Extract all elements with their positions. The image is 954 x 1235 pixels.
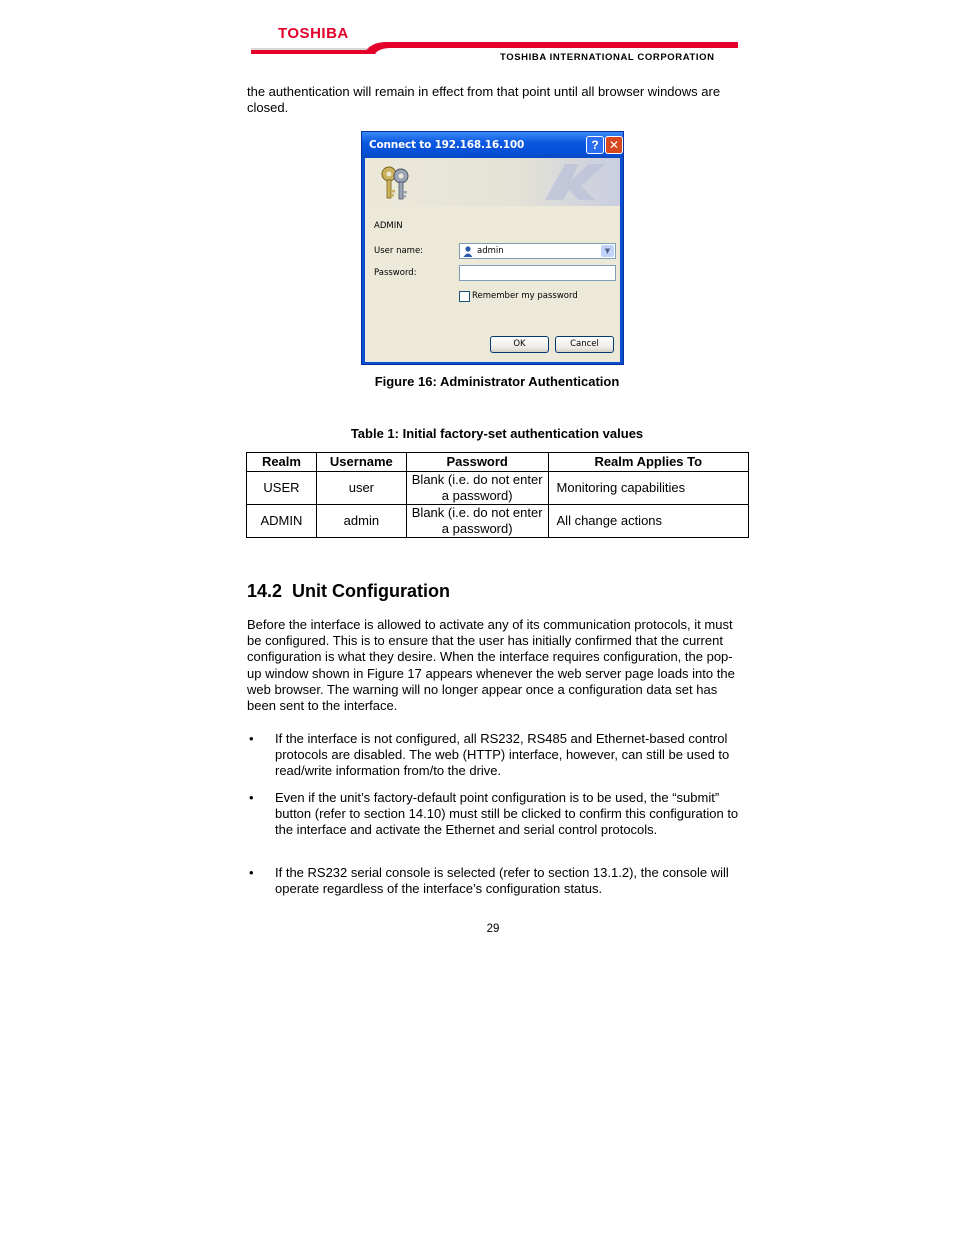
toshiba-logo: TOSHIBA <box>278 25 349 42</box>
bullet-marker: • <box>249 865 254 880</box>
intro-paragraph: the authentication will remain in effect from that point until all browser windows are closed. <box>247 84 721 116</box>
remember-password-label[interactable]: Remember my password <box>472 291 578 301</box>
ok-button[interactable]: OK <box>490 336 549 353</box>
dialog-title-bar[interactable] <box>362 132 623 158</box>
bullet-marker: • <box>249 790 254 805</box>
table-caption: Table 1: Initial factory-set authentication values <box>350 426 644 441</box>
table-cell: Blank (i.e. do not enter a password) <box>406 505 548 538</box>
table-cell: USER <box>247 472 317 505</box>
authentication-dialog <box>361 131 624 365</box>
banner-watermark-icon <box>535 160 615 206</box>
password-field[interactable] <box>459 265 616 281</box>
user-icon <box>463 246 473 257</box>
figure-caption: Figure 16: Administrator Authentication <box>374 374 620 389</box>
table-cell: All change actions <box>548 505 748 538</box>
corporation-name: TOSHIBA INTERNATIONAL CORPORATION <box>500 52 715 63</box>
table-header-row <box>247 453 749 472</box>
bullet-item: If the interface is not configured, all RS232, RS485 and Ethernet-based control protocols are disabled. The web (HTTP) interface, however, can still be used to read/write information from/to the drive. <box>275 731 730 779</box>
username-label: User name: <box>374 246 424 256</box>
close-button[interactable]: ✕ <box>605 136 623 154</box>
table-cell: Blank (i.e. do not enter a password) <box>406 472 548 505</box>
table-cell: admin <box>316 505 406 538</box>
realm-label: ADMIN <box>374 221 403 231</box>
cancel-button[interactable]: Cancel <box>555 336 614 353</box>
help-button[interactable]: ? <box>586 136 604 154</box>
table-cell: user <box>316 472 406 505</box>
table-row <box>247 505 749 538</box>
keys-icon <box>377 164 415 202</box>
password-label: Password: <box>374 268 417 278</box>
bullet-item: If the RS232 serial console is selected (refer to section 13.1.2), the console will operate regardless of the interface’s configuration status. <box>275 865 729 897</box>
authentication-table <box>246 452 749 538</box>
bullet-marker: • <box>249 731 254 746</box>
table-header: Username <box>316 453 406 472</box>
table-cell: Monitoring capabilities <box>548 472 748 505</box>
table-row <box>247 472 749 505</box>
username-value: admin <box>477 246 504 256</box>
remember-password-checkbox[interactable] <box>459 291 470 302</box>
table-header: Password <box>406 453 548 472</box>
section-heading: 14.2 Unit Configuration <box>247 581 451 601</box>
username-combobox[interactable] <box>459 243 616 259</box>
table-header: Realm <box>247 453 317 472</box>
bullet-item: Even if the unit’s factory-default point configuration is to be used, the “submit” button (refer to section 14.10) must still be clicked to confirm this configuration to the interface and activate the Ethernet and serial control protocols. <box>275 790 739 838</box>
dialog-title: Connect to 192.168.16.100 <box>369 139 525 151</box>
dialog-banner <box>365 158 620 206</box>
section-paragraph: Before the interface is allowed to activate any of its communication protocols, it must be configured. This is to ensure that the user has initially confirmed that the current configuration is what they desire. When the interface requires configuration, the pop-up window shown in Figure 17 appears whenever the web server page loads into the web browser. The warning will no longer appear once a configuration data set has been sent to the interface. <box>247 617 735 714</box>
page-number: 29 <box>486 923 500 935</box>
chevron-down-icon[interactable]: ▼ <box>601 245 614 257</box>
table-header: Realm Applies To <box>548 453 748 472</box>
table-cell: ADMIN <box>247 505 317 538</box>
dialog-body <box>365 158 620 362</box>
